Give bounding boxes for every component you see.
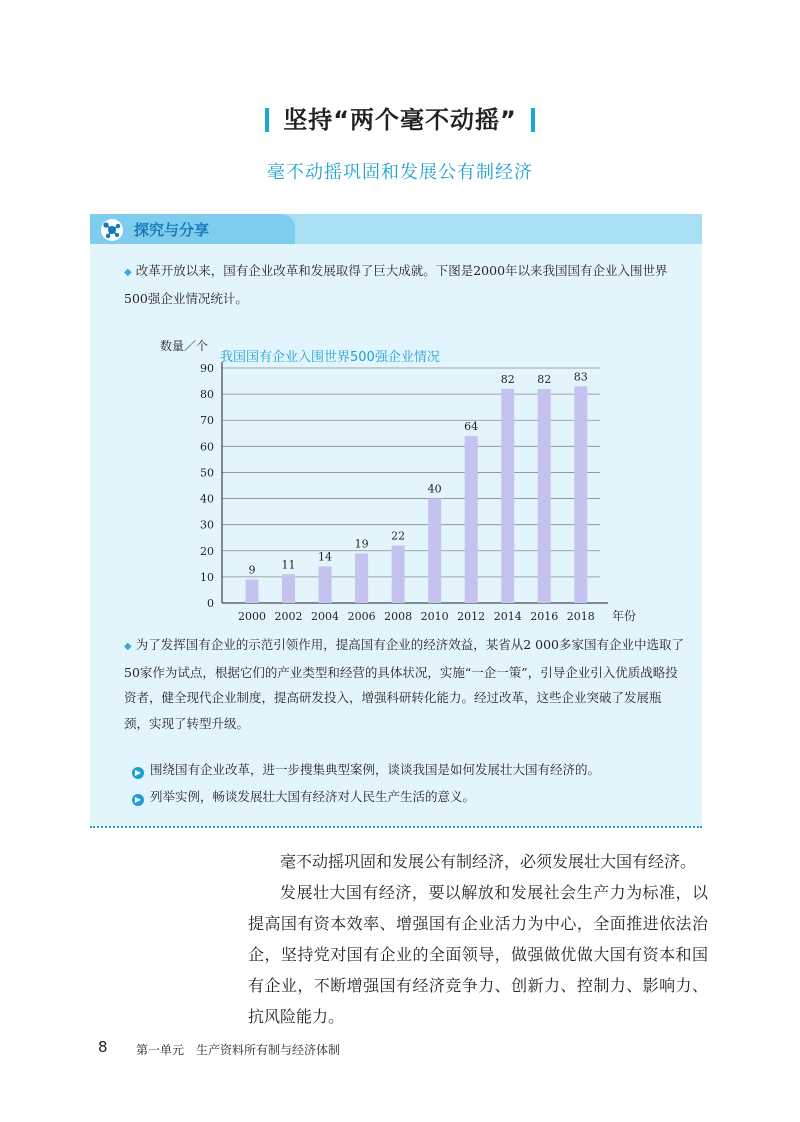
- bar-value-label: 82: [500, 372, 515, 386]
- y-tick-label: 40: [200, 492, 214, 506]
- y-axis-label: 数量／个: [160, 339, 209, 353]
- chart-title: 我国国有企业入围世界500强企业情况: [220, 350, 440, 365]
- intro-paragraph: [124, 258, 686, 311]
- explore-tab: [90, 214, 295, 244]
- bar-value-label: 19: [354, 537, 369, 551]
- case-paragraph-text: 为了发挥国有企业的示范引领作用，提高国有企业的经济效益，某省从2 000多家国有企业中选取了50家作为试点，根据它们的产业类型和经营的具体状况，实施“一企一策”，引导企业引入优质战略投资者，健全现代企业制度，提高研发投入，增强科研转化能力。经过改革，这些企业突破了发展瓶颈，实现了转型升级。: [124, 637, 684, 731]
- x-tick-label: 2004: [311, 610, 340, 623]
- x-tick-label: 2012: [457, 610, 486, 623]
- y-tick-label: 0: [207, 597, 214, 610]
- body-paragraph-1: 毫不动摇巩固和发展公有制经济，必须发展壮大国有经济。: [280, 852, 697, 871]
- x-tick-label: 2000: [238, 610, 266, 623]
- footer-unit-text: 第一单元 生产资料所有制与经济体制: [136, 1043, 341, 1057]
- section-title: [0, 100, 800, 135]
- bar: [465, 436, 478, 603]
- page-number: 8: [98, 1038, 108, 1056]
- bar-value-label: 83: [573, 370, 588, 384]
- diamond-bullet-icon: ◆: [124, 641, 132, 652]
- diamond-bullet-icon: ◆: [124, 267, 132, 278]
- molecule-icon: [100, 218, 124, 242]
- y-tick-label: 70: [200, 414, 214, 428]
- y-tick-label: 20: [200, 544, 214, 558]
- x-tick-label: 2006: [347, 610, 376, 623]
- question-item-2: [132, 787, 475, 806]
- bar-value-label: 64: [464, 419, 479, 433]
- x-tick-label: 2016: [530, 610, 559, 623]
- bar-value-label: 9: [248, 563, 256, 577]
- question-text-1: 围绕国有企业改革，进一步搜集典型案例，谈谈我国是如何发展壮大国有经济的。: [150, 762, 601, 777]
- y-tick-label: 60: [200, 440, 214, 454]
- arrow-right-icon: ▶: [132, 767, 144, 779]
- title-right-bar: [531, 108, 535, 132]
- body-text: [248, 846, 708, 1032]
- y-tick-label: 90: [200, 362, 214, 375]
- x-tick-label: 2002: [274, 610, 303, 623]
- x-tick-label: 2008: [384, 610, 413, 623]
- section-subtitle: 毫不动摇巩固和发展公有制经济: [267, 162, 533, 183]
- bar-value-label: 82: [537, 372, 552, 386]
- y-tick-label: 50: [200, 466, 214, 480]
- bar: [392, 546, 405, 603]
- intro-paragraph-text: 改革开放以来，国有企业改革和发展取得了巨大成就。下图是2000年以来我国国有企业入围世界500强企业情况统计。: [124, 263, 668, 306]
- question-item-1: [132, 760, 600, 779]
- bar: [501, 389, 514, 603]
- bar-value-label: 14: [318, 550, 333, 564]
- arrow-right-icon: ▶: [132, 794, 144, 806]
- explore-tab-label: 探究与分享: [134, 221, 210, 239]
- bar: [282, 574, 295, 603]
- section-title-text: 坚持“两个毫不动摇”: [283, 106, 517, 134]
- bar: [574, 386, 587, 603]
- bar-value-label: 11: [281, 558, 296, 572]
- y-tick-label: 10: [200, 570, 214, 584]
- bar-chart: [160, 336, 640, 636]
- y-tick-label: 30: [200, 518, 214, 532]
- bar: [319, 566, 332, 603]
- question-text-2: 列举实例，畅谈发展壮大国有经济对人民生产生活的意义。: [150, 789, 476, 804]
- x-tick-label: 2018: [566, 610, 595, 623]
- case-paragraph: [124, 632, 686, 736]
- bar: [355, 553, 368, 603]
- y-tick-label: 80: [200, 388, 214, 402]
- x-axis-label: 年份: [612, 609, 637, 623]
- x-tick-label: 2010: [420, 610, 449, 623]
- bar: [538, 389, 551, 603]
- bar-value-label: 22: [391, 529, 406, 543]
- body-paragraph-2: 发展壮大国有经济，要以解放和发展社会生产力为标准，以提高国有资本效率、增强国有企业活力为中心，全面推进依法治企，坚持党对国有企业的全面领导，做强做优做大国有资本和国有企业，不断增强国有经济竞争力、创新力、控制力、影响力、抗风险能力。: [248, 883, 708, 1026]
- bar: [428, 499, 441, 603]
- bar-value-label: 40: [427, 482, 442, 496]
- title-left-bar: [265, 108, 269, 132]
- bar: [246, 580, 259, 604]
- x-tick-label: 2014: [493, 610, 522, 623]
